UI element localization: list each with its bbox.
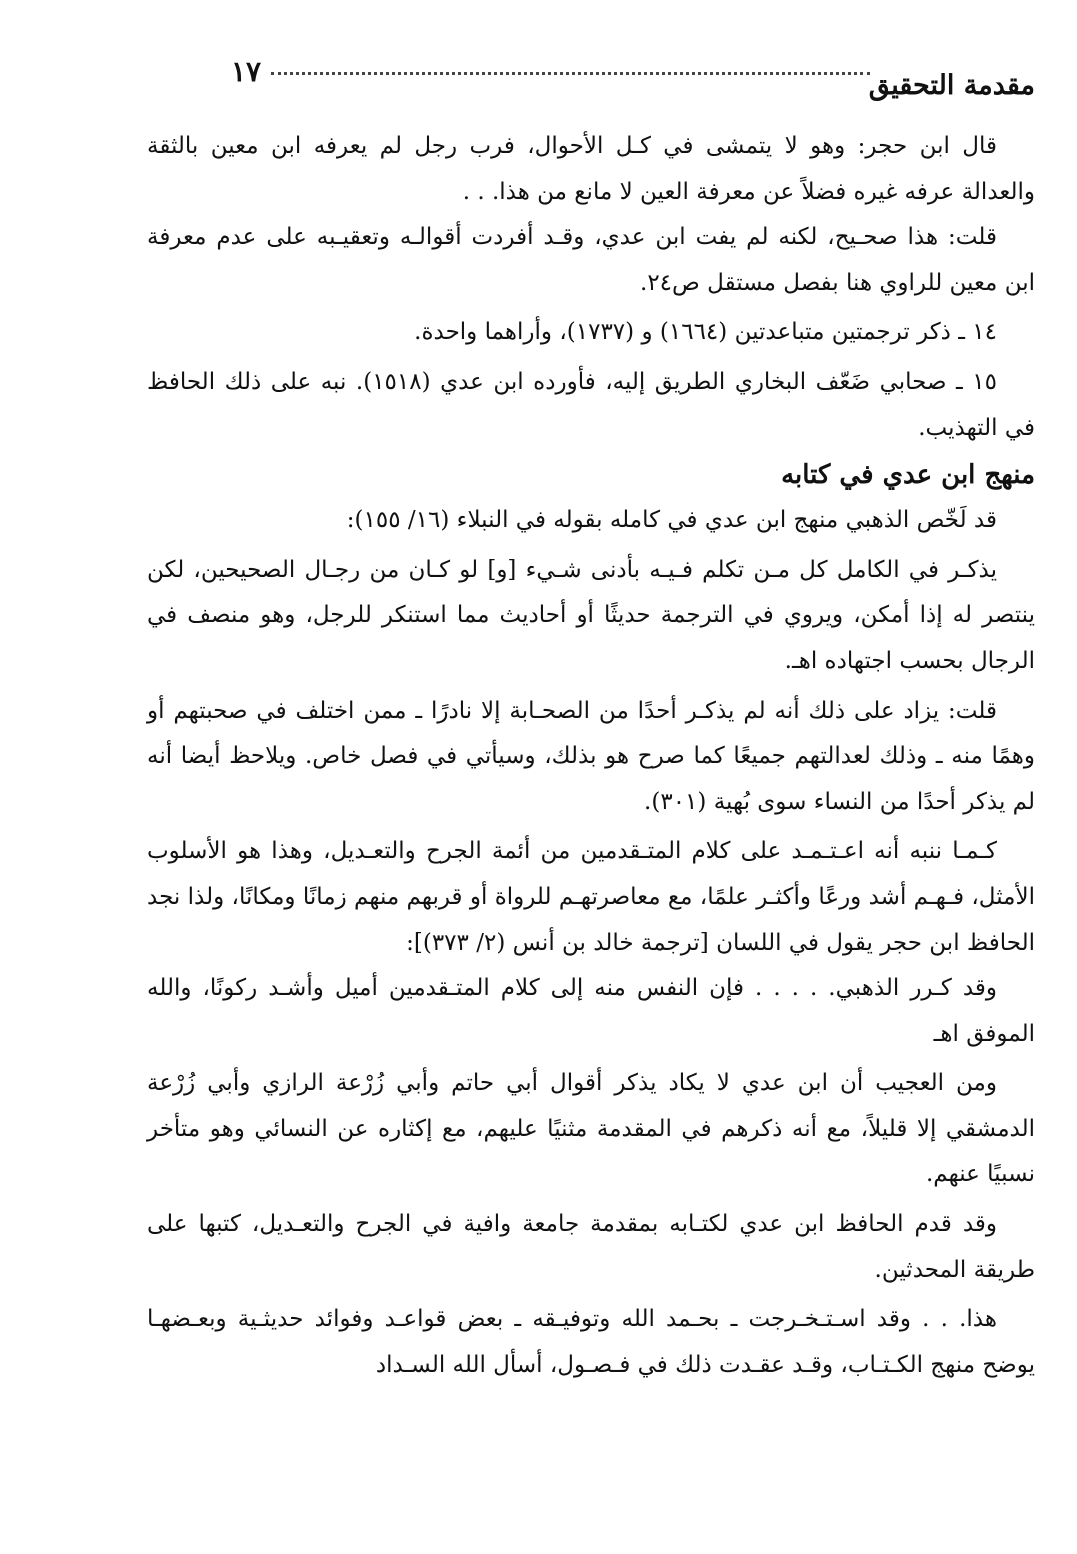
paragraph-comment-correct: قلت: هذا صحـيح، لكنه لم يفت ابن عدي، وقـد أفردت أقوالـه وتعقيـبه على عدم معرفة ابن معين للراوي هنا بفصل مستقل ص٢٤. bbox=[147, 224, 1035, 296]
paragraph-item-15: ١٥ ـ صحابي ضَعّف البخاري الطريق إليه، فأورده ابن عدي (١٥١٨). نبه على ذلك الحافظ في التهذيب. bbox=[147, 368, 1035, 441]
paragraph-introduction: وقد قدم الحافظ ابن عدي لكتـابه بمقدمة جامعة وافية في الجرح والتعـديل، كتبها على طريقة المحدثين. bbox=[147, 1211, 1035, 1283]
paragraph-abu-hatim: ومن العجيب أن ابن عدي لا يكاد يذكر أقوال أبي حاتم وأبي زُرْعة الرازي وأبي زُرْعة الدمشقي إلا قليلاً، مع أنه ذكرهم في المقدمة مثنيًا عليهم، مع إكثاره عن النسائي وهو متأخر نسبيًا عنهم. bbox=[147, 1070, 1035, 1188]
paragraph-early-critics: كـمـا ننبه أنه اعـتـمـد على كلام المتـقدمين من أئمة الجرح والتعـديل، وهذا هو الأسلوب الأمثل، فـهـم أشد ورعًا وأكثـر علمًا، مع معاصرتهـم للرواة أو قربهم منهم زمانًا ومكانًا، ولذا نجد الحافظ ابن حجر يقول في اللسان [ترجمة خالد بن أنس (٢/ ٣٧٣)]: bbox=[147, 838, 1035, 956]
paragraph-kamil-quote: يذكـر في الكامل كل مـن تكلم فـيـه بأدنى شـيء [و] لو كـان من رجـال الصحيحين، لكن ينتصر له إذا أمكن، ويروي في الترجمة حديثًا أو أحاديث مما استنكر للرجل، وهو منصف في الرجال بحسب اجتهاده اهـ. bbox=[147, 556, 1035, 674]
running-header bbox=[176, 55, 1035, 108]
paragraph-companions-note: قلت: يزاد على ذلك أنه لم يذكـر أحدًا من الصحـابة إلا نادرًا ـ ممن اختلف في صحبتهم أو وهمًا منه ـ وذلك لعدالتهم جميعًا كما صرح هو بذلك، وسيأتي في فصل خاص. ويلاحظ أيضا أنه لم يذكر أحدًا من النساء سوى بُهية (٣٠١). bbox=[147, 697, 1035, 815]
section-heading: منهج ابن عدي في كتابه bbox=[781, 460, 1035, 491]
paragraph-dhahabi-repeat: وقد كـرر الذهبي. . . . . فإن النفس منه إلى كلام المتـقدمين أميل وأشـد ركونًا، والله الموفق اهـ bbox=[147, 975, 1035, 1047]
header-title: مقدمة التحقيق bbox=[868, 70, 1035, 101]
paragraph-extracted-rules: هذا. . . وقد اسـتـخـرجت ـ بحـمد الله وتوفيـقه ـ بعض قواعـد وفوائد حديثـية وبعـضهـا يوضح منهج الكـتـاب، وقـد عقـدت ذلك في فـصـول، أسأل الله السـداد bbox=[147, 1306, 1035, 1378]
body-text bbox=[147, 124, 1035, 1388]
paragraph-dhahabi-summary: قد لَخّص الذهبي منهج ابن عدي في كامله بقوله في النبلاء (١٦/ ١٥٥): bbox=[346, 507, 997, 534]
paragraph-item-14: ١٤ ـ ذكر ترجمتين متباعدتين (١٦٦٤) و (١٧٣٧)، وأراهما واحدة. bbox=[414, 319, 997, 346]
header-rule bbox=[271, 72, 870, 75]
paragraph-ibn-hajar-quote: قال ابن حجر: وهو لا يتمشى في كـل الأحوال، فرب رجل لم يعرفه ابن معين بالثقة والعدالة عرفه غيره فضلاً عن معرفة العين لا مانع من هذا. . . bbox=[147, 133, 1035, 205]
page-number: ١٧ bbox=[231, 55, 262, 88]
